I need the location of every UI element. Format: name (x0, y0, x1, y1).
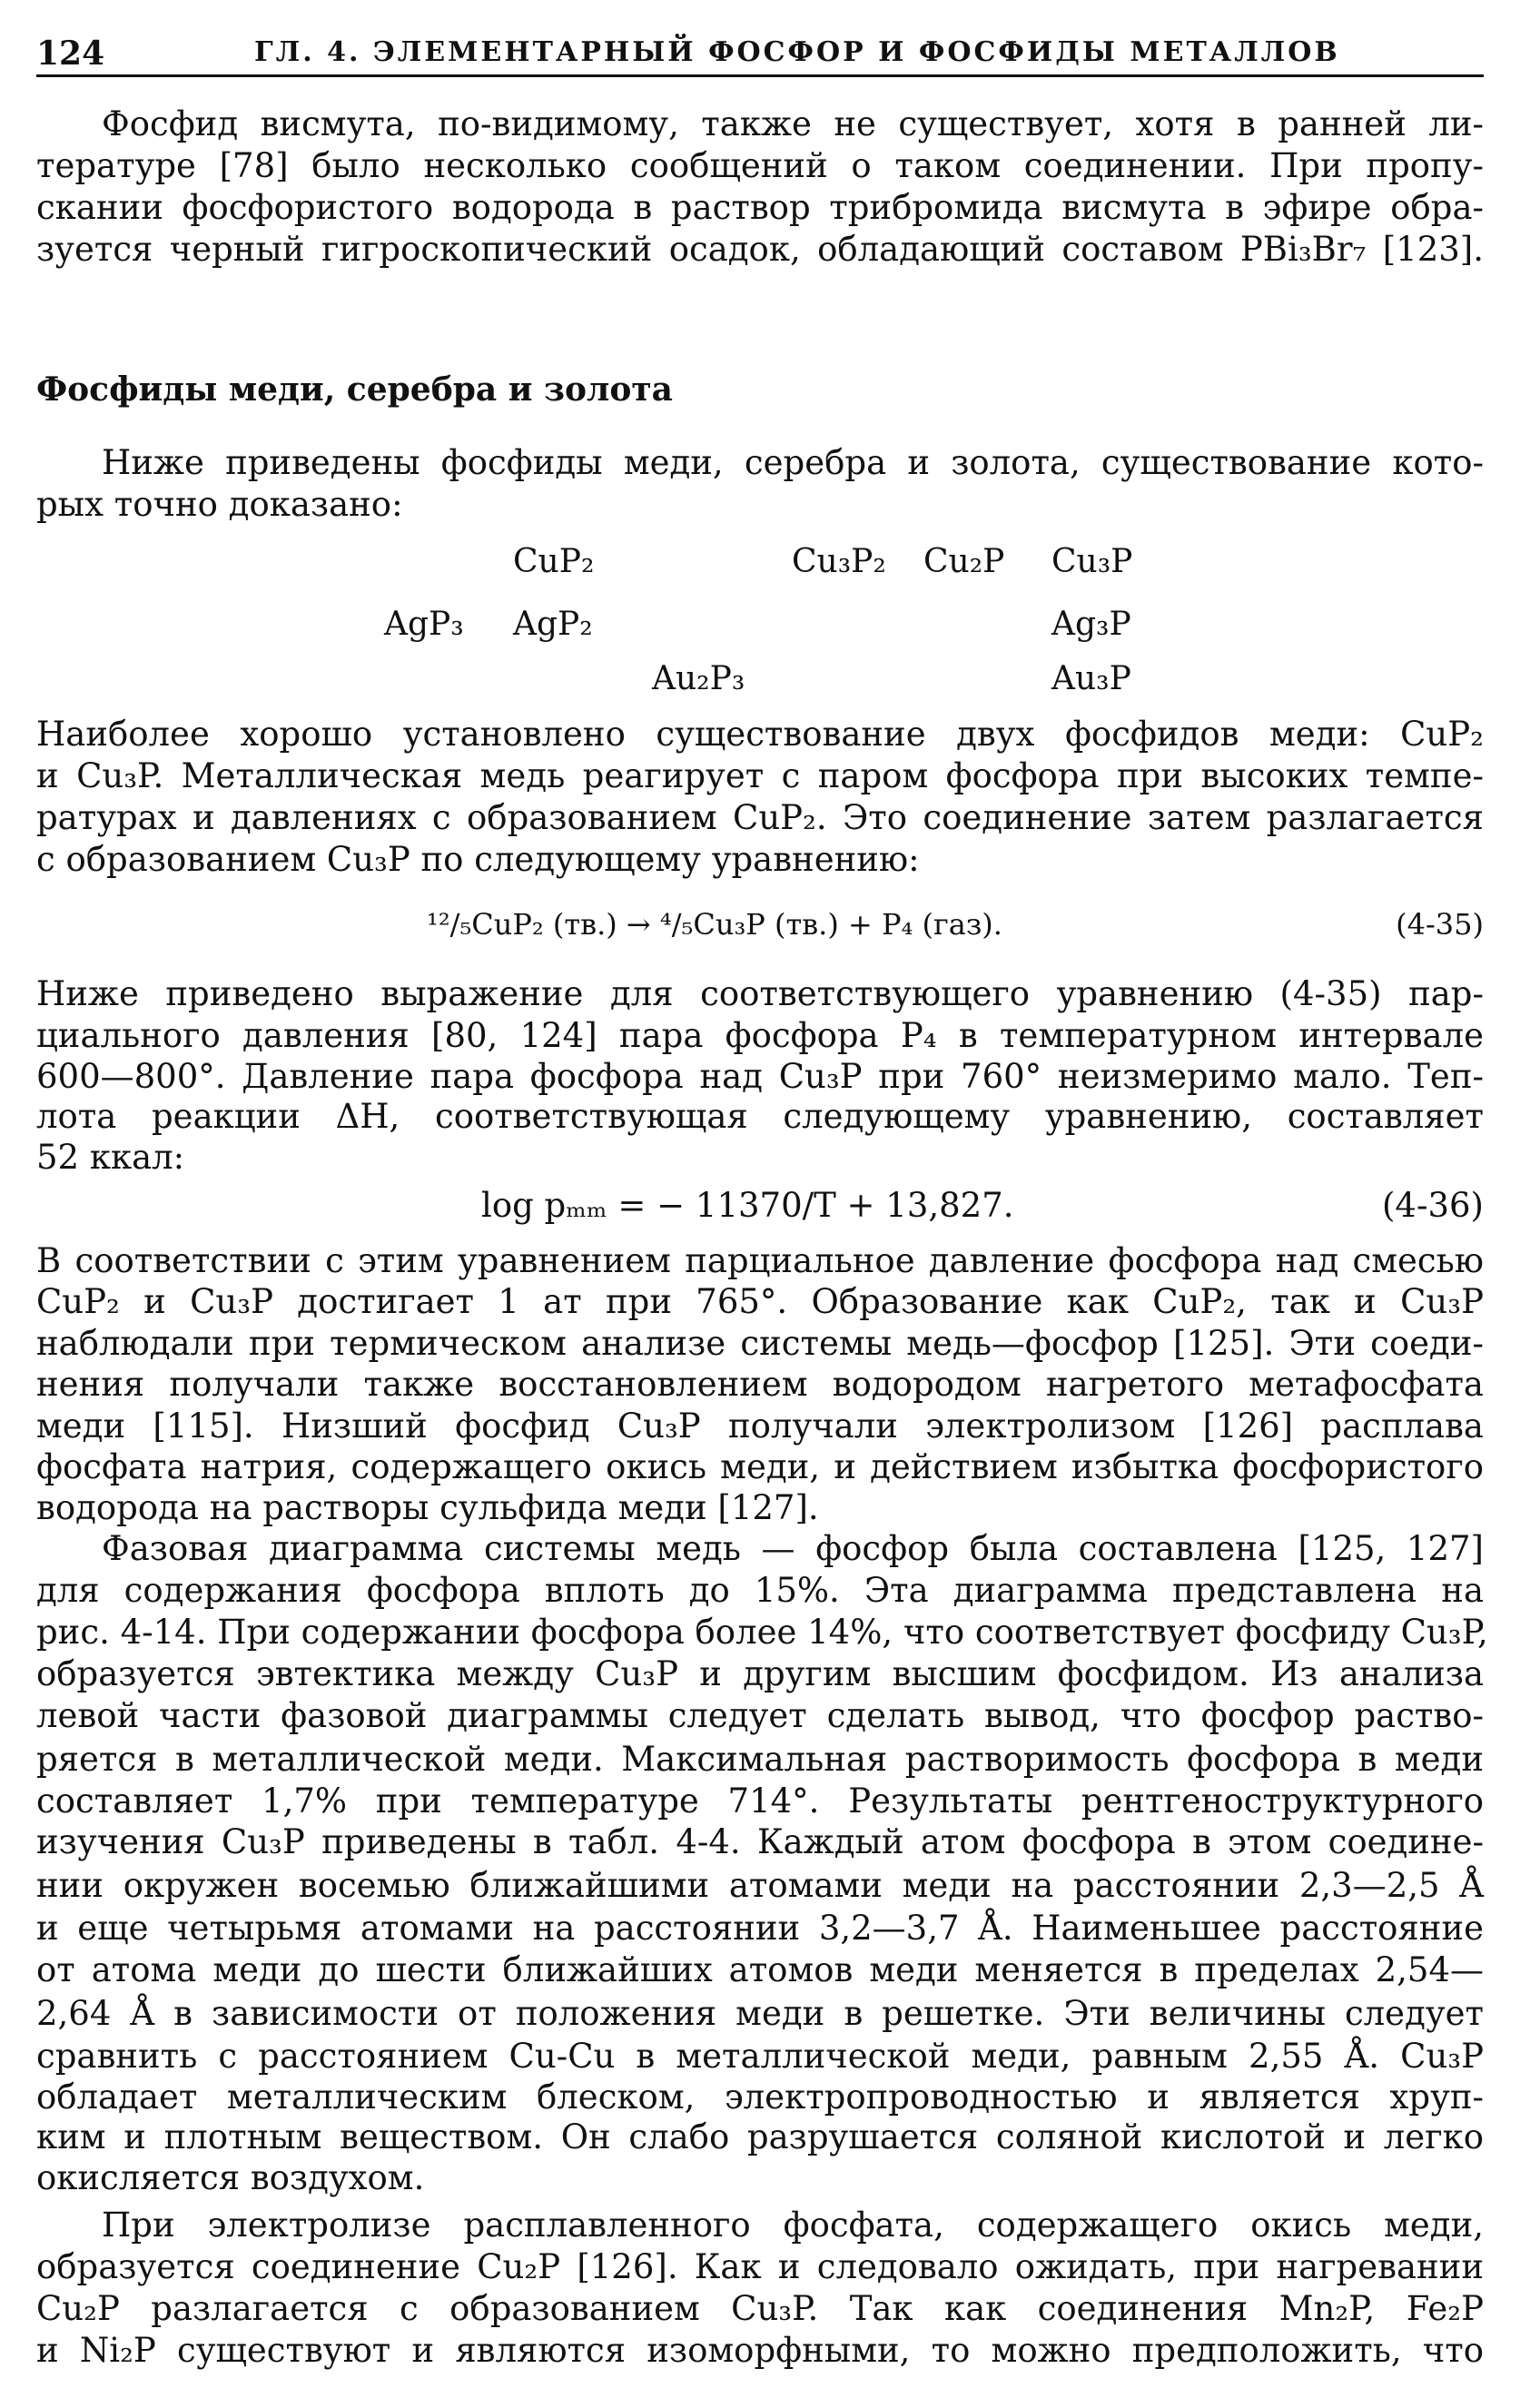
text-line: с образованием Cu₃P по следующему уравнению: (36, 840, 920, 879)
equation-text: ¹²/₅CuP₂ (тв.) → ⁴/₅Cu₃P (тв.) + P₄ (газ). (427, 907, 1002, 942)
text-line: Наиболее хорошо установлено существование двух фосфидов меди: CuP₂ (36, 715, 1484, 754)
text-line: сравнить с расстоянием Cu-Cu в металлической меди, равным 2,55 Å. Cu₃P (36, 2037, 1484, 2076)
formula-cu3p: Cu₃P (1051, 543, 1133, 580)
formula-agp2: AgP₂ (513, 606, 593, 643)
text-line: нения получали также восстановлением водородом нагретого метафосфата (36, 1365, 1484, 1404)
text-line: и Ni₂P существуют и являются изоморфными, то можно предположить, что (36, 2331, 1484, 2370)
text-line: наблюдали при термическом анализе системы медь—фосфор [125]. Эти соеди- (36, 1324, 1484, 1363)
formula-ag3p: Ag₃P (1051, 606, 1131, 643)
text-line: составляет 1,7% при температуре 714°. Результаты рентгеноструктурного (36, 1781, 1484, 1821)
formula-cu3p2: Cu₃P₂ (792, 543, 886, 580)
text-line: водорода на растворы сульфида меди [127]. (36, 1488, 819, 1527)
text-line: 600—800°. Давление пара фосфора над Cu₃P при 760° неизмеримо мало. Теп- (36, 1057, 1484, 1096)
formula-cu2p: Cu₂P (923, 543, 1005, 580)
running-title: ГЛ. 4. ЭЛЕМЕНТАРНЫЙ ФОСФОР И ФОСФИДЫ МЕТАЛЛОВ (254, 36, 1340, 68)
formula-au3p: Au₃P (1051, 660, 1131, 697)
text-line: тературе [78] было несколько сообщений о таком соединении. При пропу- (36, 146, 1484, 185)
text-line: образуется эвтектика между Cu₃P и другим высшим фосфидом. Из анализа (36, 1654, 1484, 1693)
text-line: и еще четырьмя атомами на расстоянии 3,2—3,7 Å. Наименьшее расстояние (36, 1909, 1484, 1948)
text-line: от атома меди до шести ближайших атомов меди меняется в пределах 2,54— (36, 1950, 1484, 1989)
text-line: меди [115]. Низший фосфид Cu₃P получали электролизом [126] расплава (36, 1406, 1484, 1446)
text-line: фосфата натрия, содержащего окись меди, и действием избытка фосфористого (36, 1447, 1484, 1486)
text-line: рых точно доказано: (36, 485, 403, 524)
text-line: рис. 4-14. При содержании фосфора более 14%, что соответствует фосфиду Cu₃P, (36, 1613, 1488, 1652)
formula-au2p3: Au₂P₃ (652, 660, 745, 697)
text-line: Ниже приведено выражение для соответствующего уравнению (4-35) пар- (36, 974, 1484, 1013)
text-line: Ниже приведены фосфиды меди, серебра и золота, существование кото- (102, 443, 1484, 482)
text-line: CuP₂ и Cu₃P достигает 1 ат при 765°. Образование как CuP₂, так и Cu₃P (36, 1282, 1484, 1321)
text-line: 52 ккал: (36, 1138, 185, 1177)
text-line: Фосфид висмута, по-видимому, также не существует, хотя в ранней ли- (102, 104, 1484, 143)
text-line: нии окружен восемью ближайшими атомами меди на расстоянии 2,3—2,5 Å (36, 1866, 1484, 1905)
text-line: обладает металлическим блеском, электропроводностью и является хруп- (36, 2077, 1484, 2117)
text-line: В соответствии с этим уравнением парциальное давление фосфора над смесью (36, 1241, 1484, 1280)
text-line: образуется соединение Cu₂P [126]. Как и следовало ожидать, при нагревании (36, 2247, 1484, 2286)
equation-number: (4-36) (1382, 1186, 1484, 1225)
formula-agp3: AgP₃ (384, 606, 464, 643)
header-rule (36, 74, 1484, 77)
text-line: ратурах и давлениях с образованием CuP₂. Это соединение затем разлагается (36, 798, 1484, 837)
text-line: Фазовая диаграмма системы медь — фосфор была составлена [125, 127] (102, 1529, 1484, 1568)
text-line: левой части фазовой диаграммы следует сделать вывод, что фосфор раство- (36, 1696, 1484, 1735)
text-line: и Cu₃P. Металлическая медь реагирует с паром фосфора при высоких темпе- (36, 756, 1484, 795)
text-line: Cu₂P разлагается с образованием Cu₃P. Так как соединения Mn₂P, Fe₂P (36, 2289, 1484, 2328)
text-line: окисляется воздухом. (36, 2158, 425, 2197)
text-line: скании фосфористого водорода в раствор трибромида висмута в эфире обра- (36, 188, 1484, 227)
text-line: зуется черный гигроскопический осадок, обладающий составом PBi₃Br₇ [123]. (36, 230, 1484, 269)
equation-text: log pₘₘ = − 11370/T + 13,827. (481, 1186, 1014, 1225)
page-number: 124 (36, 35, 105, 73)
text-line: для содержания фосфора вплоть до 15%. Эта диаграмма представлена на (36, 1571, 1484, 1610)
text-line: циального давления [80, 124] пара фосфора P₄ в температурном интервале (36, 1016, 1484, 1055)
text-line: лота реакции ΔH, соответствующая следующему уравнению, составляет (36, 1097, 1484, 1136)
section-heading: Фосфиды меди, серебра и золота (36, 370, 673, 409)
equation-number: (4-35) (1396, 907, 1484, 942)
text-line: 2,64 Å в зависимости от положения меди в решетке. Эти величины следует (36, 1994, 1484, 2033)
text-line: При электролизе расплавленного фосфата, содержащего окись меди, (102, 2206, 1484, 2245)
text-line: изучения Cu₃P приведены в табл. 4-4. Каждый атом фосфора в этом соедине- (36, 1822, 1484, 1861)
text-line: ряется в металлической меди. Максимальная растворимость фосфора в меди (36, 1740, 1484, 1779)
formula-cup2: CuP₂ (513, 543, 595, 580)
text-line: ким и плотным веществом. Он слабо разрушается соляной кислотой и легко (36, 2117, 1484, 2156)
